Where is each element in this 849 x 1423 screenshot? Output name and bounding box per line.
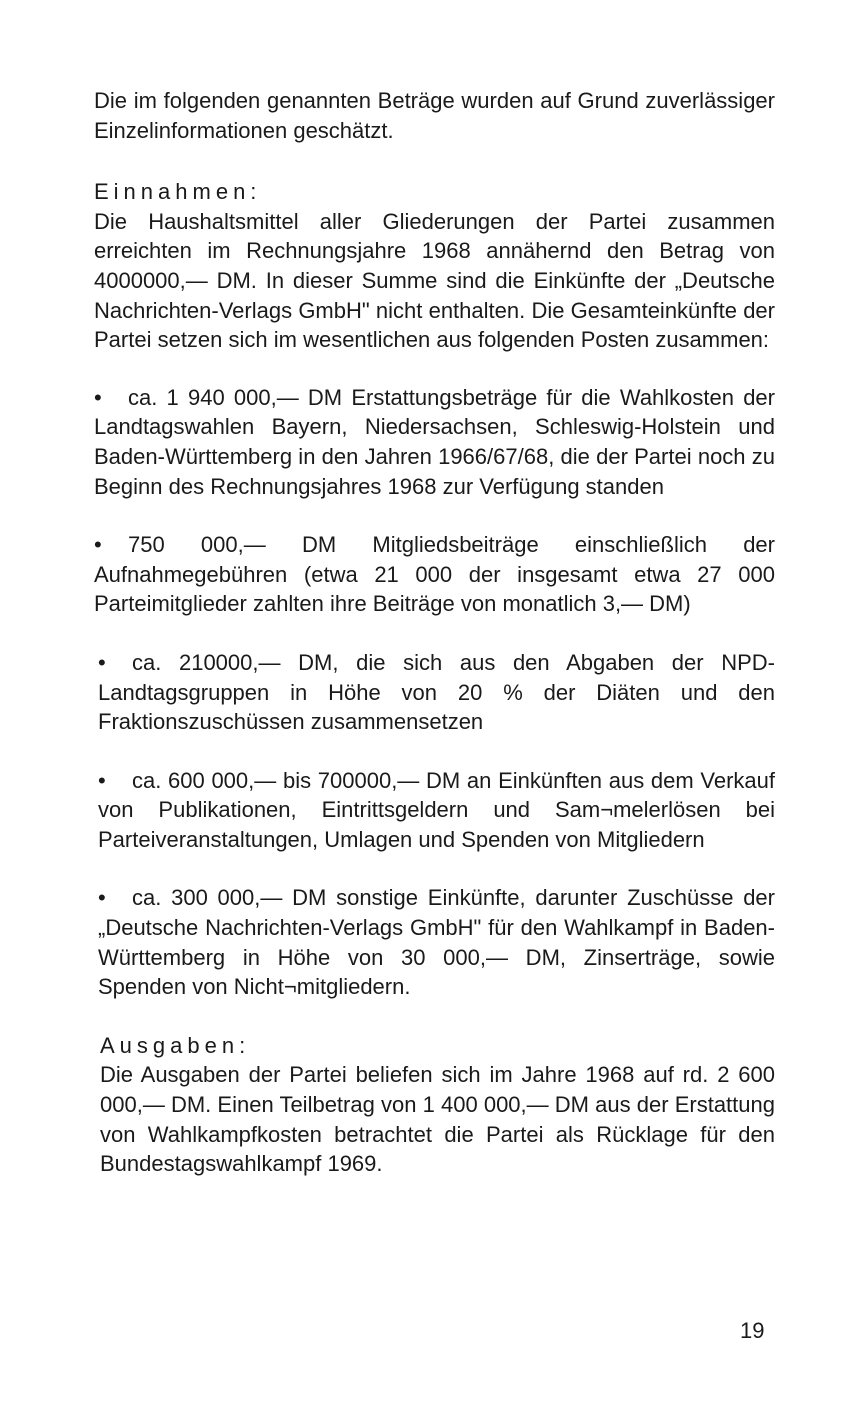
list-item-text: 750 000,— DM Mitgliedsbeiträge einschließlich der Aufnahmegebühren (etwa 21 000 der insgesamt etwa 27 000 Parteimitglieder zahlten ihre Beiträge von monatlich 3,— DM) [94, 532, 775, 617]
income-section [94, 177, 775, 355]
list-item [94, 530, 775, 619]
income-list [94, 383, 775, 1002]
list-item-text: ca. 300 000,— DM sonstige Einkünfte, darunter Zuschüsse der „Deutsche Nachrichten-Verlags GmbH" für den Wahlkampf in Baden-Württemberg in Höhe von 30 000,— DM, Zinserträge, sowie Spenden von Nicht¬mitgliedern. [98, 885, 775, 1000]
intro-paragraph: Die im folgenden genannten Beträge wurden auf Grund zuverlässiger Einzelinformationen geschätzt. [94, 88, 775, 143]
income-paragraph: Die Haushaltsmittel aller Gliederungen der Partei zusammen erreichten im Rechnungsjahre 1968 annähernd den Betrag von 4000000,— DM. In dieser Summe sind die Einkünfte der „Deutsche Nachrichten-Verlags GmbH" nicht enthalten. Die Gesamteinkünfte der Partei setzen sich im wesentlichen aus folgenden Posten zusammen: [94, 208, 775, 353]
bullet-icon: • [94, 532, 102, 558]
bullet-icon: • [98, 767, 106, 793]
list-item [94, 383, 775, 501]
list-item-text: ca. 210000,— DM, die sich aus den Abgaben der NPD-Landtagsgruppen in Höhe von 20 % der Diäten und den Fraktionszuschüssen zusammensetzen [98, 649, 775, 735]
page-number: 19 [740, 1318, 765, 1343]
income-heading: Einnahmen: [94, 179, 262, 205]
expenses-paragraph: Die Ausgaben der Partei beliefen sich im Jahre 1968 auf rd. 2 600 000,— DM. Einen Teilbetrag von 1 400 000,— DM aus der Erstattung von Wahlkampfkosten betrachtet die Partei als Rücklage für den Bundestagswahlkampf 1969. [100, 1062, 775, 1177]
expenses-section [94, 1031, 775, 1179]
bullet-icon: • [94, 384, 102, 410]
list-item [94, 883, 775, 1001]
bullet-icon: • [98, 885, 106, 911]
list-item-text: ca. 600 000,— bis 700000,— DM an Einkünften aus dem Verkauf von Publikationen, Eintrittsgeldern und Sam¬melerlösen bei Parteiveranstaltungen, Umlagen und Spenden von Mitgliedern [98, 767, 775, 852]
document-page [94, 86, 775, 1179]
expenses-heading: Ausgaben: [100, 1032, 251, 1058]
list-item [94, 766, 775, 855]
list-item-text: ca. 1 940 000,— DM Erstattungsbeträge für die Wahlkosten der Landtagswahlen Bayern, Niedersachsen, Schleswig-Holstein und Baden-Württemberg in den Jahren 1966/67/68, die der Partei noch zu Beginn des Rechnungsjahres 1968 zur Verfügung standen [94, 384, 775, 499]
bullet-icon: • [98, 649, 106, 675]
list-item [94, 648, 775, 737]
